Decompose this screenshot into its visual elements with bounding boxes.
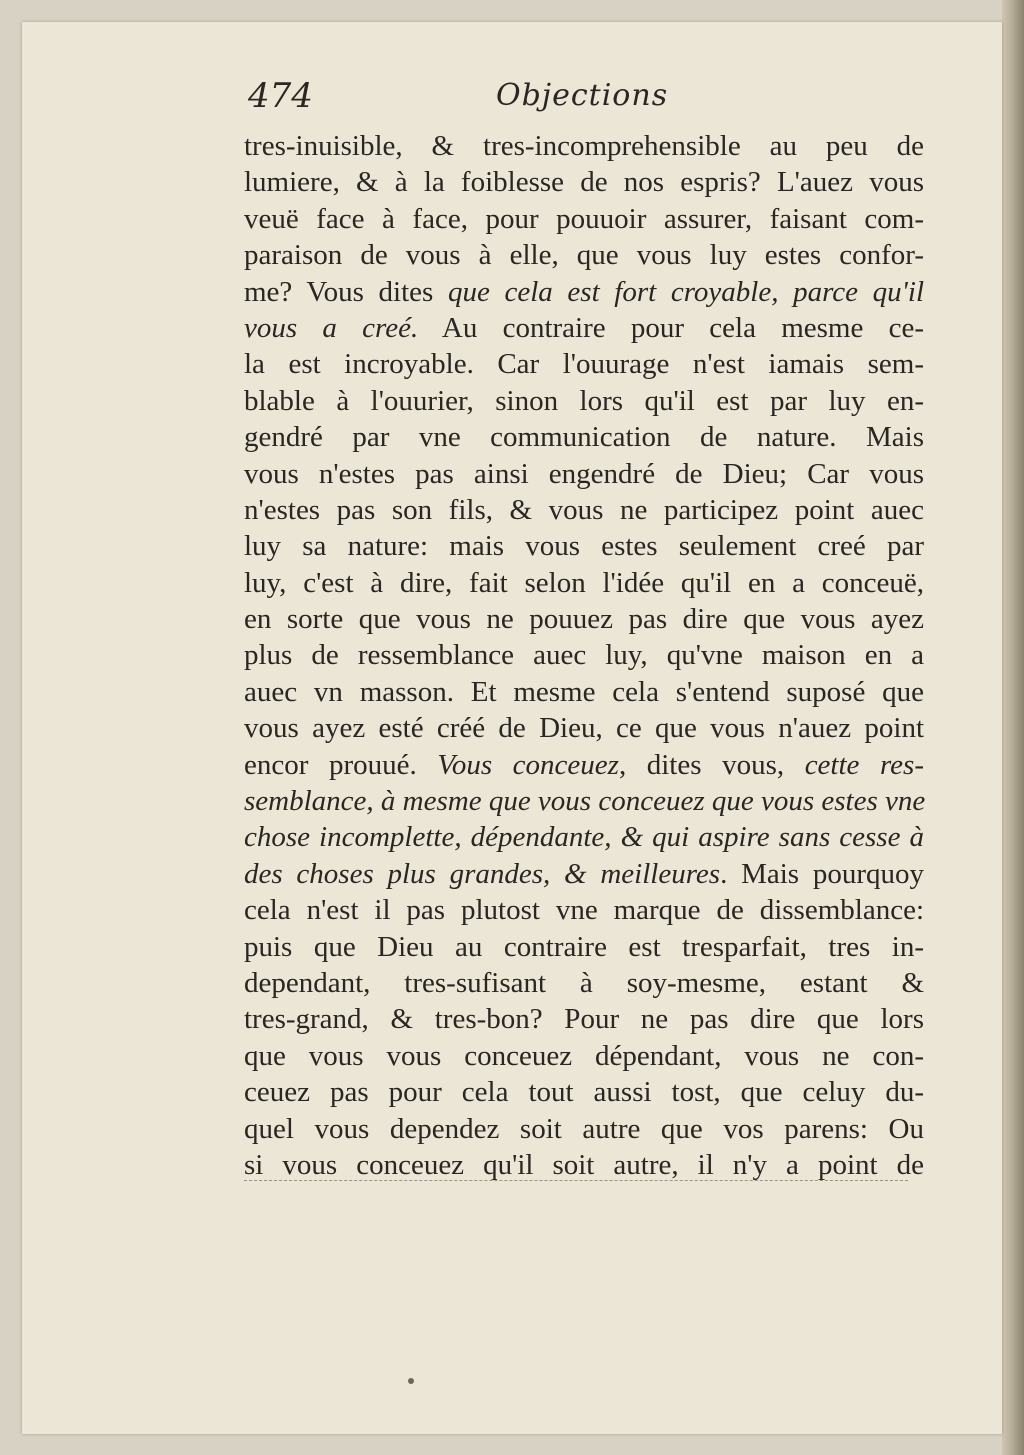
text-span: ceuez pas pour cela tout aussi tost, que celuy du-: [244, 1076, 924, 1109]
text-span: lumiere, & à la foiblesse de nos espris? L'auez vous: [244, 166, 924, 199]
text-span: plus de ressemblance auec luy, qu'vne maison en a: [244, 639, 924, 672]
text-span: tres-inuisible, & tres-incomprehensible au peu de: [244, 130, 924, 162]
text-span: dependant, tres-sufisant à soy-mesme, estant &: [244, 966, 924, 999]
text-line: [244, 1001, 924, 1037]
text-line: [244, 601, 924, 637]
text-span: n'estes pas son fils, & vous ne participez point auec: [244, 493, 924, 526]
text-line: [244, 201, 924, 237]
text-line: [244, 565, 924, 601]
text-line: [244, 637, 924, 673]
text-span: vous n'estes pas ainsi engendré de Dieu; Car vous: [244, 457, 924, 490]
text-line: [244, 528, 924, 564]
text-span: puis que Dieu au contraire est tresparfait, tres in-: [244, 930, 924, 963]
italic-text: Vous conceuez: [437, 748, 619, 781]
text-line: [244, 346, 924, 382]
text-line: [244, 856, 924, 892]
text-line: [244, 383, 924, 419]
italic-text: cette res-: [804, 748, 925, 781]
italic-text: des choses plus grandes, & meilleures: [244, 857, 721, 890]
text-line: [244, 1038, 924, 1074]
text-line: [244, 819, 924, 855]
text-span: paraison de vous à elle, que vous luy estes confor-: [244, 239, 924, 272]
text-line: [244, 456, 924, 492]
text-span: la est incroyable. Car l'ouurage n'est iamais sem-: [244, 348, 924, 381]
text-line: [244, 237, 924, 273]
text-span: encor prouué.: [244, 748, 438, 781]
bottom-rule: [244, 1180, 908, 1185]
body-text: [244, 128, 924, 1183]
text-line: [244, 747, 924, 783]
text-span: vous ayez esté créé de Dieu, ce que vous n'auez point: [244, 712, 924, 745]
page-number: 474: [248, 76, 313, 116]
text-span: quel vous dependez soit autre que vos parens: Ou: [244, 1112, 924, 1145]
italic-text: chose incomplette, dépendante, & qui aspire sans cesse à: [244, 821, 924, 854]
text-line: [244, 310, 924, 346]
text-span: gendré par vne communication de nature. Mais: [244, 421, 924, 454]
italic-text: que cela est fort croyable, parce qu'il: [447, 275, 924, 308]
text-line: [244, 492, 924, 528]
text-line: [244, 164, 924, 200]
italic-text: semblance, à mesme que vous conceuez que vous estes vne: [244, 785, 926, 818]
text-span: tres-grand, & tres-bon? Pour ne pas dire que lors: [244, 1003, 924, 1036]
text-line: [244, 965, 924, 1001]
text-span: Au contraire pour cela mesme ce-: [418, 311, 924, 344]
text-span: luy, c'est à dire, fait selon l'idée qu'il en a conceuë,: [244, 566, 924, 599]
text-line: [244, 1111, 924, 1147]
text-span: auec vn masson. Et mesme cela s'entend suposé que: [244, 675, 924, 708]
text-span: cela n'est il pas plutost vne marque de dissemblance:: [244, 894, 924, 927]
ink-spot: [408, 1378, 414, 1384]
text-span: . Mais pourquoy: [720, 857, 924, 890]
text-line: [244, 1074, 924, 1110]
text-line: [244, 1147, 924, 1183]
page-header: [248, 76, 928, 116]
text-span: me? Vous dites: [244, 275, 448, 308]
text-line: [244, 419, 924, 455]
running-head: Objections: [496, 78, 669, 113]
italic-text: vous a creé.: [244, 311, 419, 344]
text-line: [244, 674, 924, 710]
text-line: [244, 710, 924, 746]
text-line: [244, 274, 924, 310]
text-span: blable à l'ouurier, sinon lors qu'il est par luy en-: [244, 384, 924, 417]
text-span: que vous vous conceuez dépendant, vous ne con-: [244, 1039, 924, 1072]
page-edge: [1002, 0, 1024, 1455]
text-span: veuë face à face, pour pouuoir assurer, faisant com-: [244, 202, 924, 235]
text-span: , dites vous,: [618, 748, 805, 781]
text-line: [244, 128, 924, 164]
text-line: [244, 929, 924, 965]
text-span: si vous conceuez qu'il soit autre, il n'y a point de: [244, 1148, 924, 1181]
text-span: luy sa nature: mais vous estes seulement creé par: [244, 530, 924, 563]
text-span: en sorte que vous ne pouuez pas dire que vous ayez: [244, 603, 924, 636]
text-line: [244, 783, 924, 819]
text-line: [244, 892, 924, 928]
